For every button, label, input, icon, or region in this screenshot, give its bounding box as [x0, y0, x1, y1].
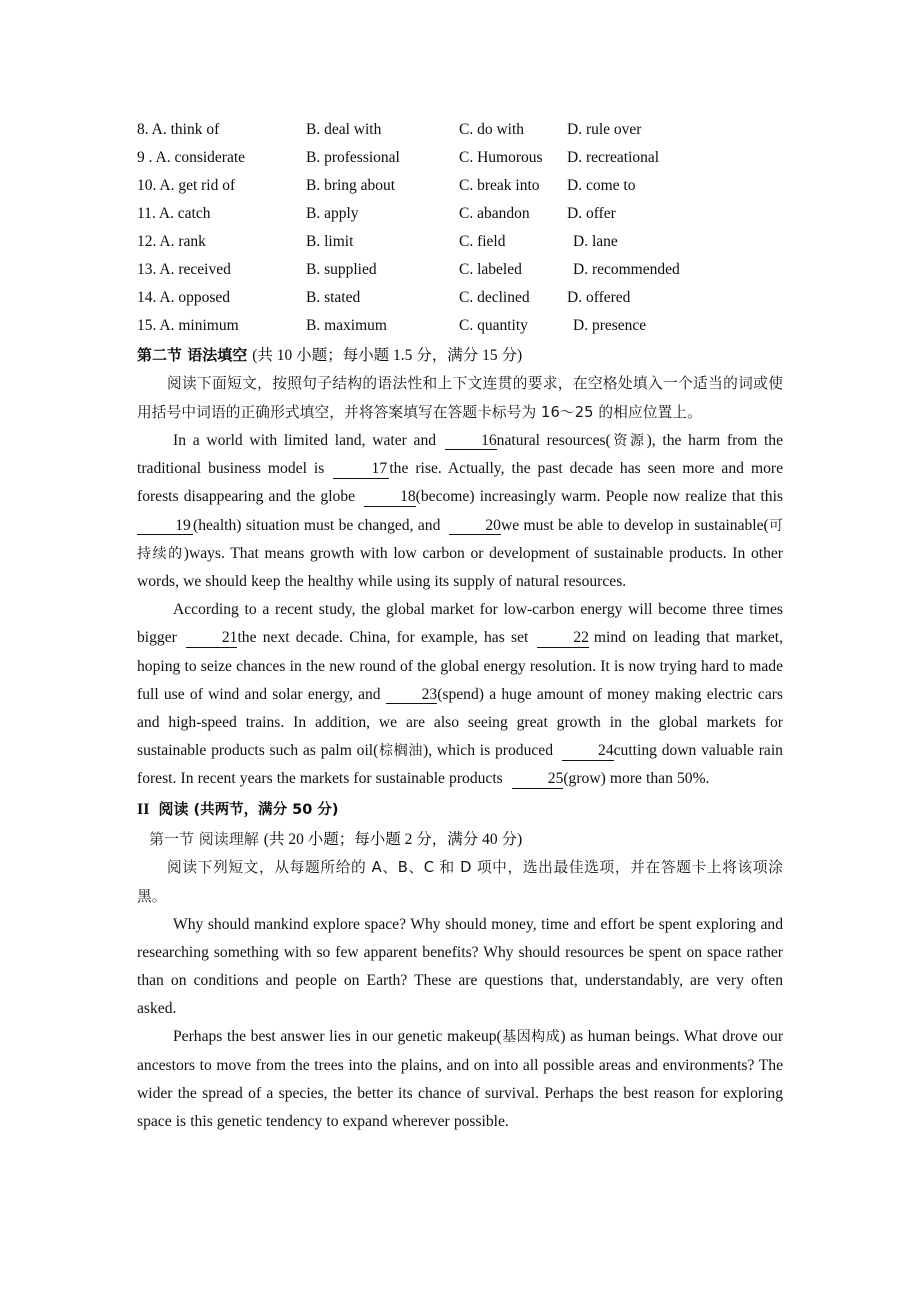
blank-19[interactable]: 19 [137, 518, 193, 535]
mc-option-c[interactable]: C. break into [459, 177, 540, 194]
mc-row [137, 200, 783, 228]
section-2-scoring: (共 10 小题；每小题 1.5 分，满分 15 分) [252, 347, 523, 364]
mc-option-a[interactable]: 12. A. rank [137, 233, 206, 250]
mc-option-a[interactable]: 10. A. get rid of [137, 177, 236, 194]
mc-option-b[interactable]: B. maximum [306, 317, 387, 334]
part-2-section-1-heading [137, 826, 783, 853]
mc-option-c[interactable]: C. Humorous [459, 149, 543, 166]
part-2-section-1-scoring: (共 20 小题；每小题 2 分，满分 40 分) [263, 830, 523, 848]
section-2-heading [137, 342, 783, 369]
mc-option-d[interactable]: D. recreational [567, 149, 660, 166]
blank-16[interactable]: 16 [445, 433, 497, 450]
part-2-scoring: (共两节，满分 50 分) [193, 801, 339, 818]
cloze-text: (become) increasingly warm. People now realize that this [415, 488, 783, 506]
mc-option-a[interactable]: 15. A. minimum [137, 317, 239, 334]
blank-20[interactable]: 20 [449, 518, 501, 535]
mc-option-d[interactable]: D. presence [573, 317, 647, 334]
cloze-text: )ways. That means growth with low carbon or development of sustainable products. In other words, we should keep the healthy while using its supply of natural resources. [137, 544, 783, 591]
section-2-instruction: 阅读下面短文，按照句子结构的语法性和上下文连贯的要求，在空格处填入一个适当的词或使用括号中词语的正确形式填空，并将答案填写在答题卡标号为 16～25 的相应位置上。 [137, 375, 783, 421]
mc-option-b[interactable]: B. supplied [306, 261, 377, 278]
mc-row [137, 284, 783, 312]
mc-option-d[interactable]: D. come to [567, 177, 636, 194]
mc-option-b[interactable]: B. professional [306, 149, 400, 166]
blank-18[interactable]: 18 [364, 489, 416, 506]
blank-17[interactable]: 17 [333, 461, 389, 478]
cloze-text: the next decade. China, for example, has set [237, 629, 529, 647]
mc-option-a[interactable]: 11. A. catch [137, 205, 211, 222]
cloze-text: cutting down valuable rain forest. In recent years the markets for sustainable products [137, 742, 783, 788]
blank-21[interactable]: 21 [186, 630, 238, 647]
reading-text: Perhaps the best answer lies in our genetic makeup( [173, 1028, 502, 1046]
cloze-paragraph-2 [137, 596, 783, 793]
cloze-text: ), which is produced [423, 742, 554, 760]
mc-option-b[interactable]: B. stated [306, 289, 361, 306]
part-2-numeral: II [137, 800, 150, 818]
mc-option-c[interactable]: C. labeled [459, 261, 522, 278]
mc-option-c[interactable]: C. field [459, 233, 506, 250]
mc-option-b[interactable]: B. bring about [306, 177, 396, 194]
mc-option-d[interactable]: D. lane [573, 233, 618, 250]
mc-option-a[interactable]: 13. A. received [137, 261, 231, 278]
mc-option-a[interactable]: 8. A. think of [137, 121, 220, 138]
mc-option-a[interactable]: 9 . A. considerate [137, 149, 246, 166]
gloss-zonglvyou: 棕榈油 [378, 743, 424, 760]
mc-row [137, 144, 783, 172]
mc-option-b[interactable]: B. deal with [306, 121, 382, 138]
cloze-text: (health) situation must be changed, and [193, 516, 441, 534]
mc-row [137, 256, 783, 284]
section-2-title: 第二节 语法填空 [137, 346, 248, 364]
cloze-text: According to a recent study, the global market for low-carbon energy will become three times bigger [137, 601, 783, 647]
part-2-section-1-title: 第一节 阅读理解 [149, 829, 259, 848]
mc-option-b[interactable]: B. apply [306, 205, 359, 222]
part-2-title: 阅读 [158, 799, 189, 818]
cloze-text: the rise. Actually, the past decade has seen more and more forests disappearing and the globe [137, 460, 783, 506]
multiple-choice-list [137, 116, 783, 340]
gloss-jiyin: 基因构成 [501, 1029, 561, 1046]
reading-text: ) as human beings. What drove our ancestors to move from the trees into the plains, and on into all possible areas and environments? The wider the spread of a species, the better its chance of survival. Perhaps the best reason for exploring space is this genetic tendency to expand wherever possible. [137, 1028, 784, 1131]
mc-row [137, 116, 783, 144]
cloze-text: In a world with limited land, water and [173, 432, 437, 449]
blank-23[interactable]: 23 [386, 687, 438, 704]
mc-option-c[interactable]: C. abandon [459, 205, 530, 222]
mc-option-d[interactable]: D. offer [567, 205, 616, 222]
part-2-heading [137, 796, 783, 824]
mc-row [137, 228, 783, 256]
gloss-kechixu: 可持续的 [137, 517, 784, 562]
mc-option-c[interactable]: C. do with [459, 121, 525, 138]
page-content [137, 116, 783, 1136]
mc-option-d[interactable]: D. offered [567, 289, 631, 306]
mc-row [137, 172, 783, 200]
cloze-text: we must be able to develop in sustainable( [500, 516, 769, 534]
mc-option-d[interactable]: D. recommended [573, 261, 680, 278]
part-2-instruction: 阅读下列短文，从每题所给的 A、B、C 和 D 项中，选出最佳选项，并在答题卡上将该项涂黑。 [137, 858, 783, 905]
reading-paragraph-1: Why should mankind explore space? Why should money, time and effort be spent exploring and researching something with so few apparent benefits? Why should resources be spent on space rather than on conditions and people on Earth? These are questions that, understandably, are very often asked. [137, 915, 783, 1018]
cloze-text: (grow) more than 50%. [563, 770, 710, 788]
mc-option-a[interactable]: 14. A. opposed [137, 289, 230, 306]
blank-24[interactable]: 24 [562, 743, 614, 760]
blank-25[interactable]: 25 [512, 771, 564, 788]
cloze-text: (spend) a huge amount of money making electric cars and high-speed trains. In addition, we are also seeing great growth in the global markets for sustainable products such as palm oil( [137, 685, 783, 760]
blank-22[interactable]: 22 [537, 630, 589, 647]
cloze-text: ), the harm from the traditional business model is [137, 432, 784, 478]
reading-paragraph-2 [137, 1023, 783, 1136]
mc-option-c[interactable]: C. declined [459, 289, 530, 306]
mc-option-b[interactable]: B. limit [306, 233, 354, 250]
cloze-text: mind on leading that market, hoping to seize chances in the new round of the global energy resolution. It is now trying hard to made full use of wind and solar energy, and [137, 629, 783, 703]
mc-row [137, 312, 783, 340]
cloze-text: natural resources( [496, 432, 611, 449]
gloss-ziyuan: 资源 [610, 433, 647, 449]
mc-option-d[interactable]: D. rule over [567, 121, 642, 138]
mc-option-c[interactable]: C. quantity [459, 317, 528, 334]
cloze-paragraph-1 [137, 427, 783, 596]
